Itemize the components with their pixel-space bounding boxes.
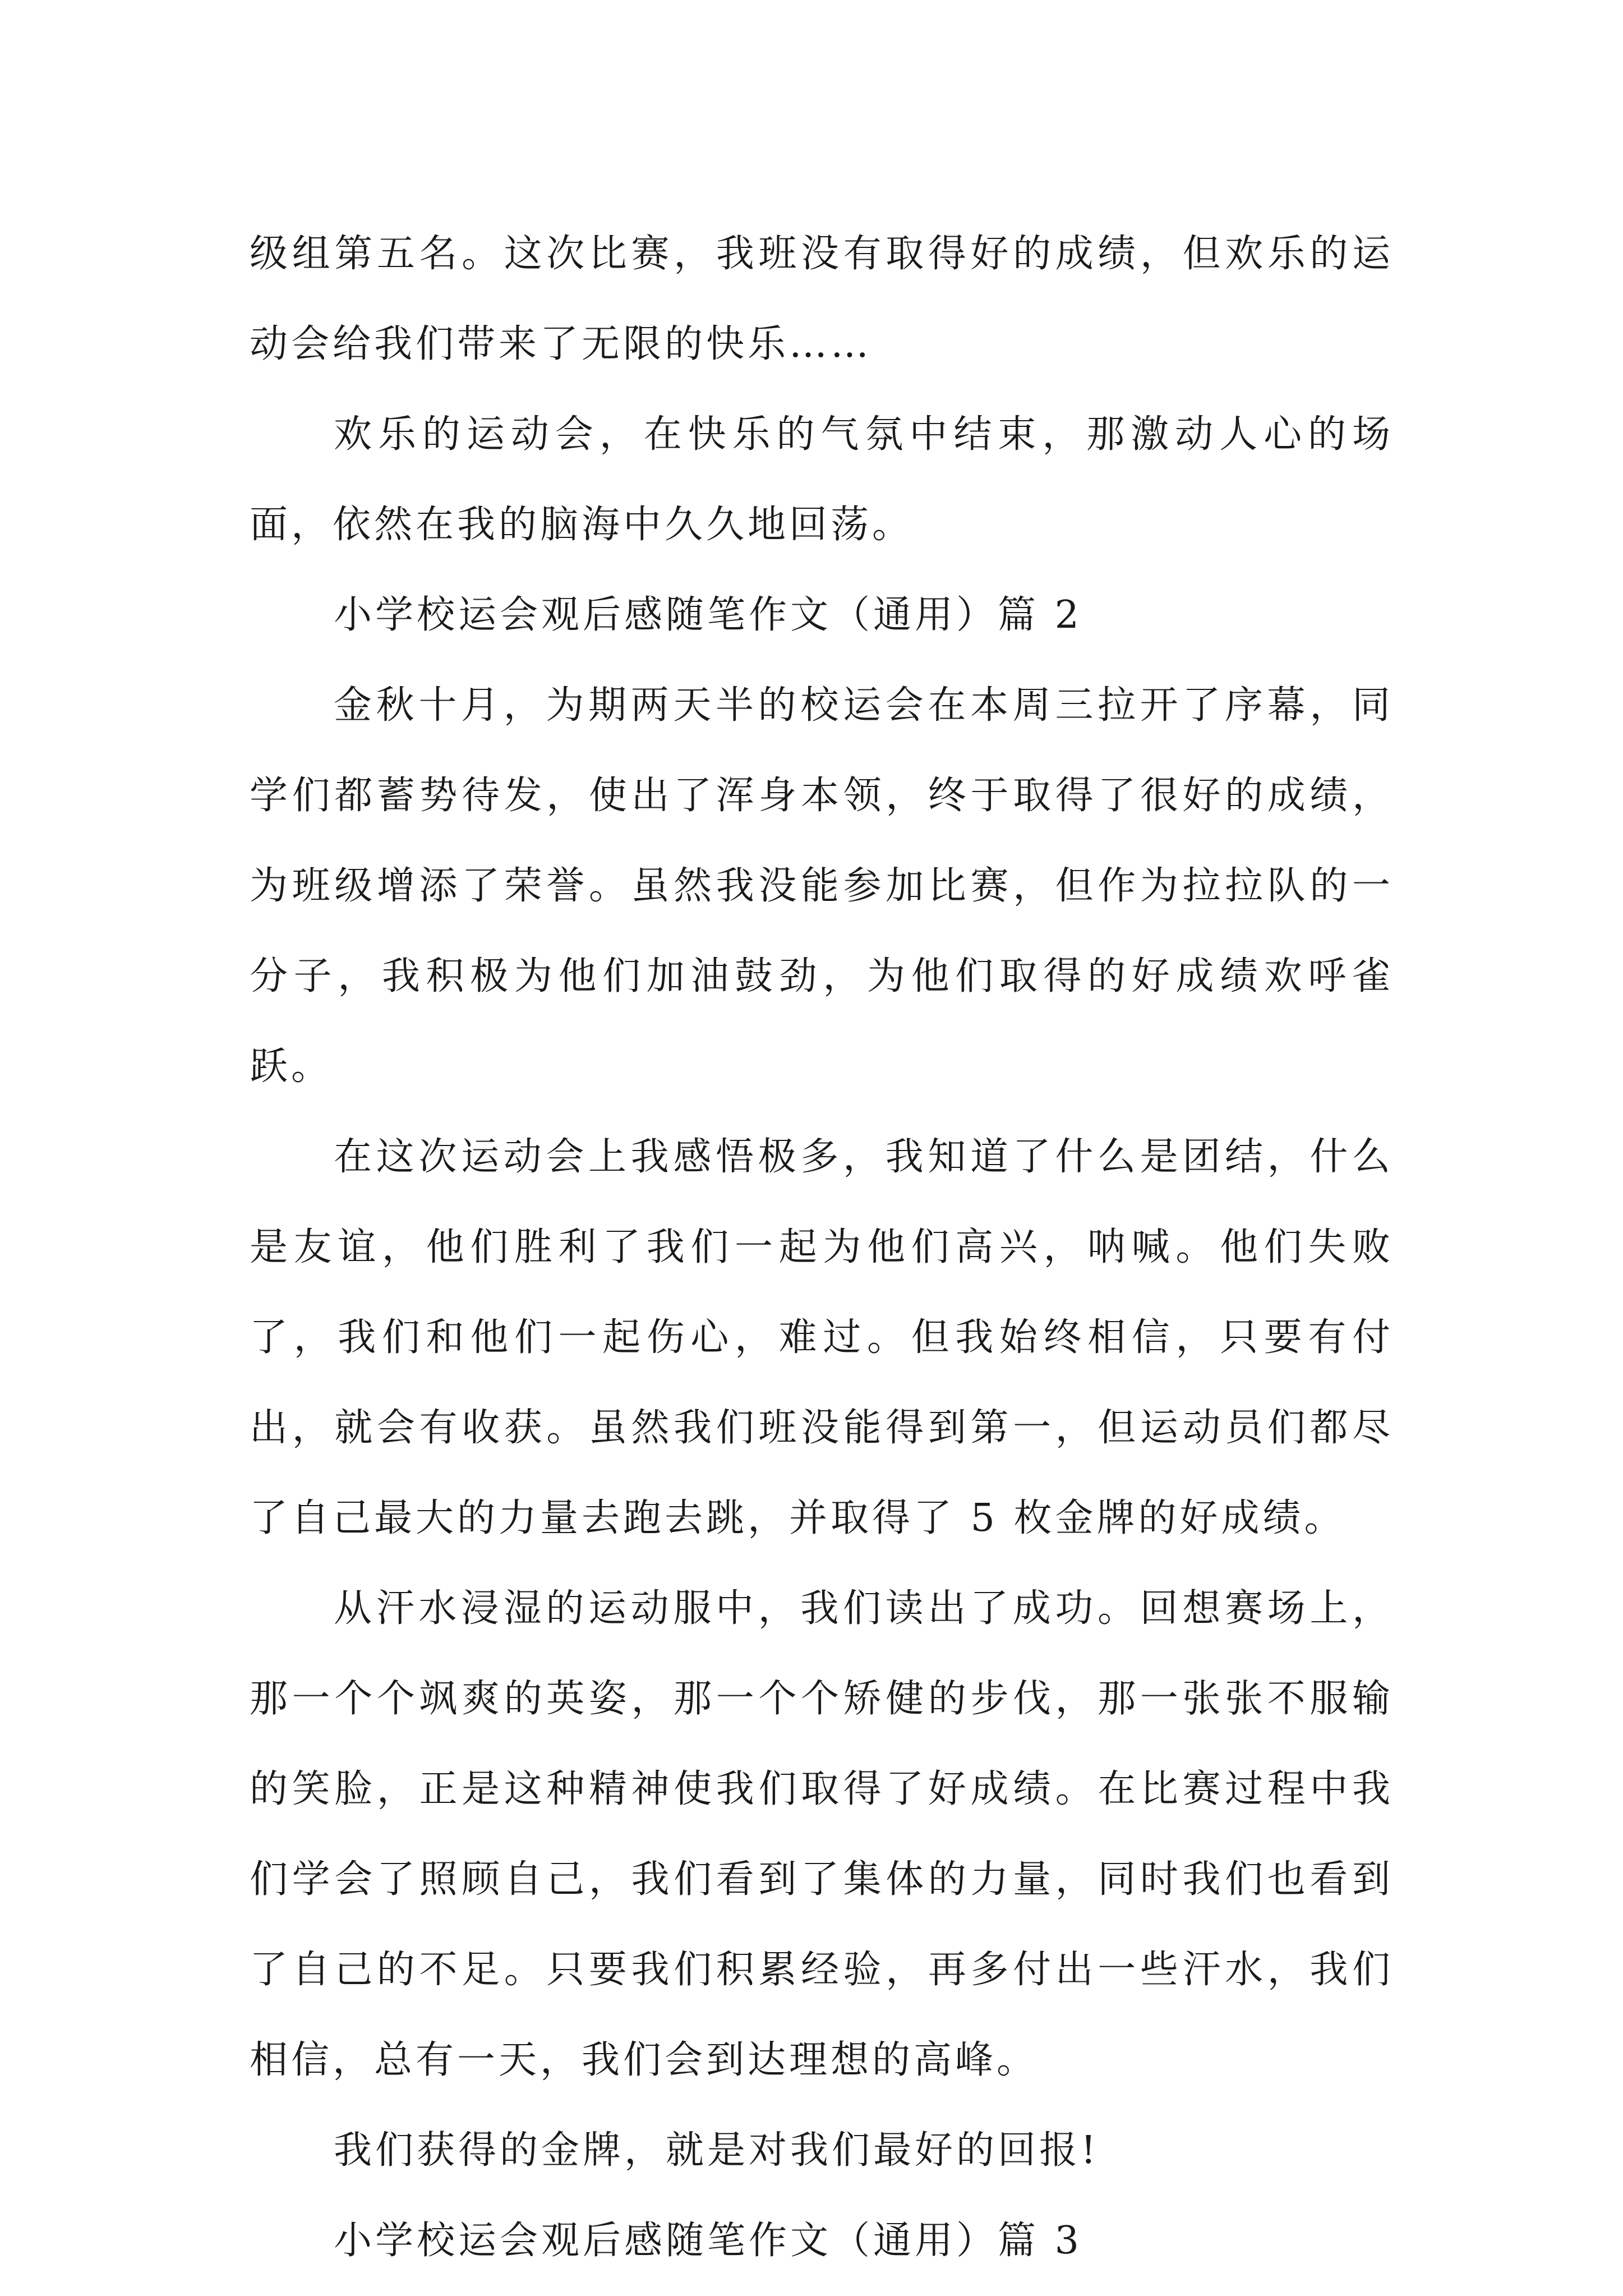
paragraph: 欢乐的运动会，在快乐的气氛中结束，那激动人心的场面，依然在我的脑海中久久地回荡。 [250, 412, 1394, 547]
paragraph: 在这次运动会上我感悟极多，我知道了什么是团结，什么是友谊，他们胜利了我们一起为他们高兴，呐喊。他们失败了，我们和他们一起伤心，难过。但我始终相信，只要有付出，就会有收获。虽然我们班没能得到第一，但运动员们都尽了自己最大的力量去跑去跳，并取得了 5 枚金牌的好成绩。 [250, 1135, 1394, 1540]
section-heading: 小学校运会观后感随笔作文（通用）篇 2 [334, 593, 1082, 637]
paragraph: 从汗水浸湿的运动服中，我们读出了成功。回想赛场上，那一个个飒爽的英姿，那一个个矫健的步伐，那一张张不服输的笑脸，正是这种精神使我们取得了好成绩。在比赛过程中我们学会了照顾自己，我们看到了集体的力量，同时我们也看到了自己的不足。只要我们积累经验，再多付出一些汗水，我们相信，总有一天，我们会到达理想的高峰。 [250, 1586, 1394, 2082]
paragraph: 金秋十月，为期两天半的校运会在本周三拉开了序幕，同学们都蓄势待发，使出了浑身本领，终于取得了很好的成绩，为班级增添了荣誉。虽然我没能参加比赛，但作为拉拉队的一分子，我积极为他们加油鼓劲，为他们取得的好成绩欢呼雀跃。 [250, 683, 1394, 1089]
paragraph-continuation: 级组第五名。这次比赛，我班没有取得好的成绩，但欢乐的运动会给我们带来了无限的快乐…… [250, 232, 1394, 366]
document-body [250, 209, 1394, 2286]
paragraph: 我们获得的金牌，就是对我们最好的回报! [334, 2128, 1100, 2173]
section-heading: 小学校运会观后感随笔作文（通用）篇 3 [334, 2219, 1082, 2263]
